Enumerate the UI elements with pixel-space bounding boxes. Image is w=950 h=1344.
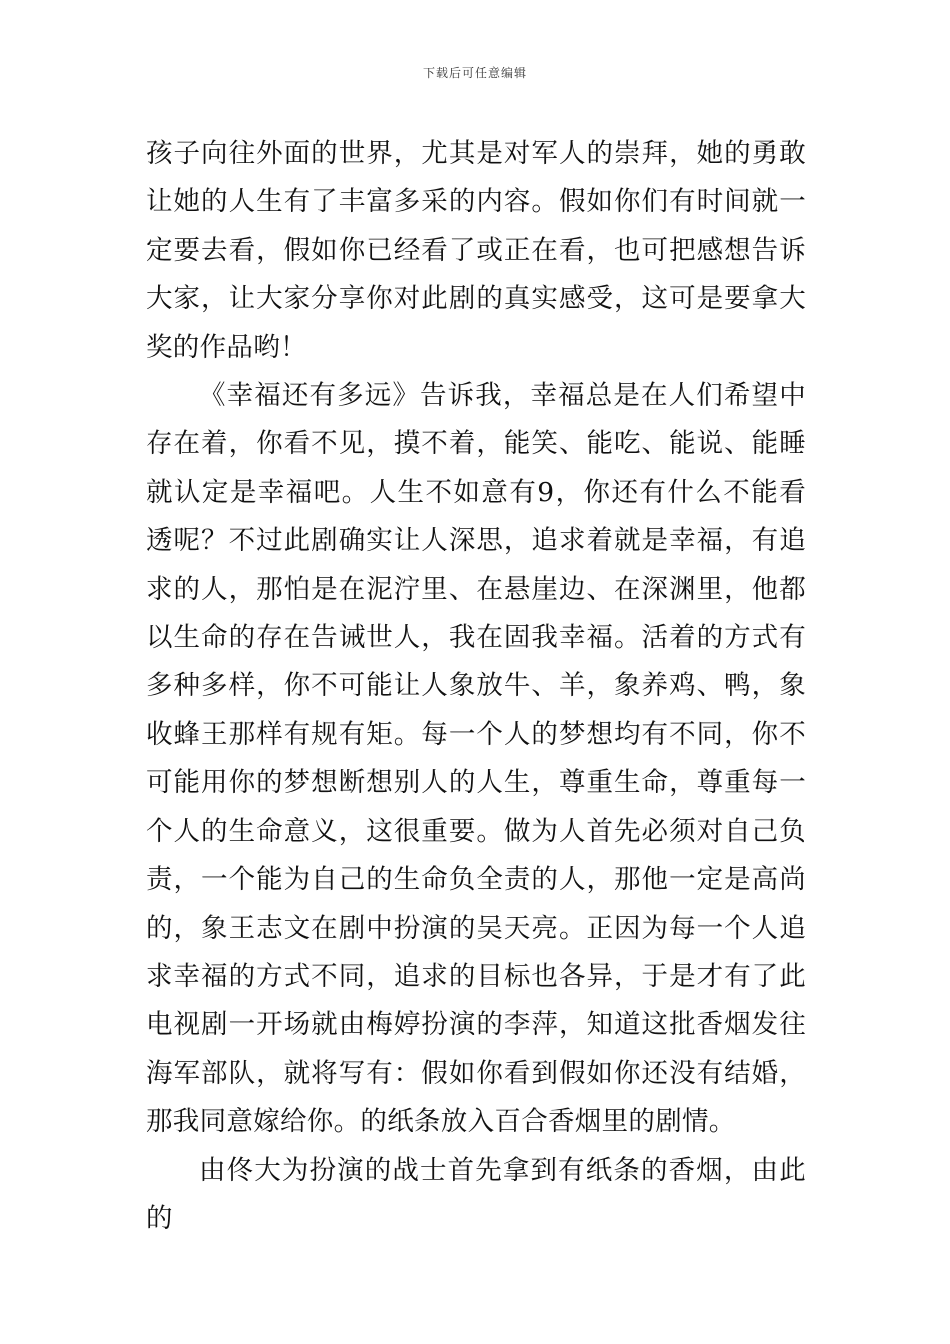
paragraph-soldier: 由佟大为扮演的战士首先拿到有纸条的香烟，由此的 xyxy=(146,1154,806,1234)
body-text xyxy=(146,130,806,1243)
page-header: 下载后可任意编辑 xyxy=(422,66,527,80)
paragraph-continued: 孩子向往外面的世界，尤其是对军人的崇拜，她的勇敢让她的人生有了丰富多采的内容。假如你们有时间就一定要去看，假如你已经看了或正在看，也可把感想告诉大家，让大家分享你对此剧的真实感受，这可是要拿大奖的作品哟！ xyxy=(146,138,806,363)
paragraph-happiness: 《幸福还有多远》告诉我，幸福总是在人们希望中存在着，你看不见，摸不着，能笑、能吃、能说、能睡就认定是幸福吧。人生不如意有9，你还有什么不能看透呢？不过此剧确实让人深思，追求着就是幸福，有追求的人，那怕是在泥泞里、在悬崖边、在深渊里，他都以生命的存在告诫世人，我在固我幸福。活着的方式有多种多样，你不可能让人象放牛、羊，象养鸡、鸭，象收蜂王那样有规有矩。每一个人的梦想均有不同，你不可能用你的梦想断想别人的人生，尊重生命，尊重每一个人的生命意义，这很重要。做为人首先必须对自己负责，一个能为自己的生命负全责的人，那他一定是高尚的，象王志文在剧中扮演的吴天亮。正因为每一个人追求幸福的方式不同，追求的目标也各异，于是才有了此电视剧一开场就由梅婷扮演的李萍，知道这批香烟发往海军部队，就将写有：假如你看到假如你还没有结婚，那我同意嫁给你。的纸条放入百合香烟里的剧情。 xyxy=(146,380,806,1138)
